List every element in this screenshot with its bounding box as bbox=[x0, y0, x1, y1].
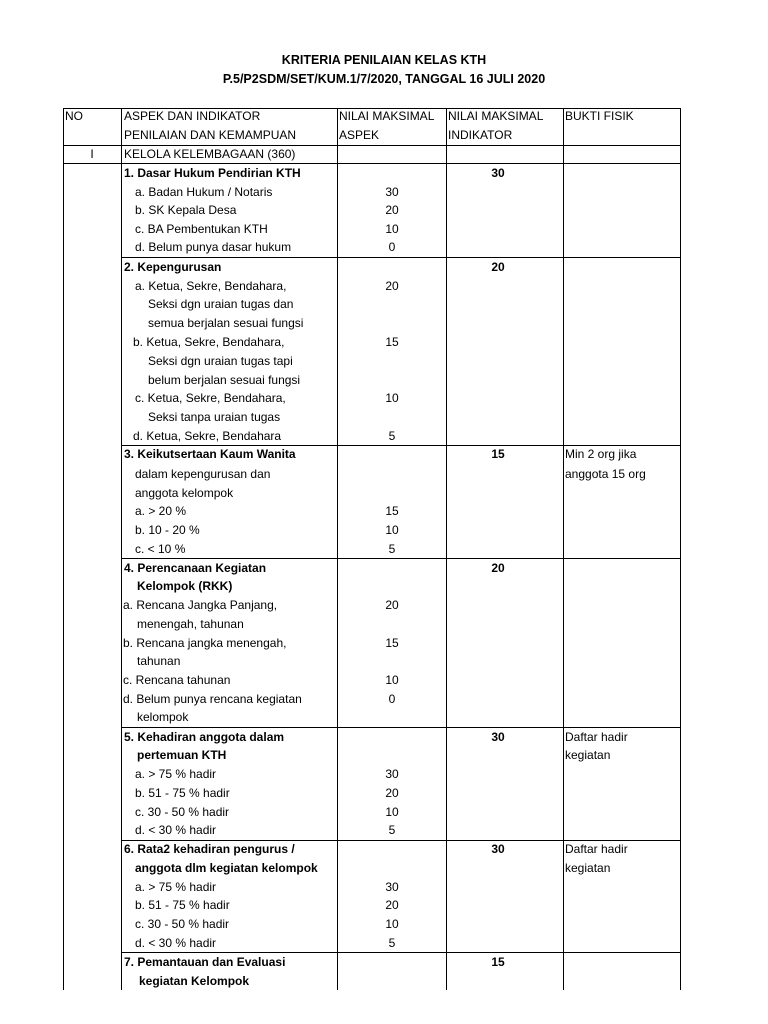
bukti-text: Min 2 org jika bbox=[565, 447, 637, 461]
option-value: 15 bbox=[385, 504, 399, 518]
option-text: b. 51 - 75 % hadir bbox=[135, 898, 230, 912]
indicator-title: anggota dlm kegiatan kelompok bbox=[135, 861, 318, 875]
document-title: KRITERIA PENILAIAN KELAS KTH bbox=[281, 53, 487, 67]
indicator-title: 7. Pemantauan dan Evaluasi bbox=[124, 955, 286, 969]
option-text: belum berjalan sesuai fungsi bbox=[148, 373, 301, 387]
indicator-max: 15 bbox=[491, 955, 505, 969]
option-value: 5 bbox=[388, 936, 396, 950]
option-text: Seksi tanpa uraian tugas bbox=[148, 410, 281, 424]
indicator-max: 30 bbox=[491, 730, 505, 744]
table-border bbox=[121, 108, 122, 990]
header-nilai-indikator: INDIKATOR bbox=[448, 128, 513, 142]
option-text: a. Rencana Jangka Panjang, bbox=[123, 598, 278, 612]
indicator-desc: anggota kelompok bbox=[135, 486, 234, 500]
section-title: KELOLA KELEMBAGAAN (360) bbox=[124, 147, 296, 161]
option-text: d. Belum punya rencana kegiatan bbox=[123, 692, 302, 706]
option-text: d. Ketua, Sekre, Bendahara bbox=[133, 429, 282, 443]
option-text: Seksi dgn uraian tugas tapi bbox=[148, 354, 293, 368]
table-border bbox=[563, 108, 564, 990]
option-value: 30 bbox=[385, 185, 399, 199]
option-value: 0 bbox=[388, 692, 396, 706]
option-value: 10 bbox=[385, 673, 399, 687]
option-value: 5 bbox=[388, 542, 396, 556]
header-aspek: PENILAIAN DAN KEMAMPUAN bbox=[124, 128, 297, 142]
header-nilai-aspek: ASPEK bbox=[339, 128, 380, 142]
option-value: 10 bbox=[385, 523, 399, 537]
indicator-max: 20 bbox=[491, 561, 505, 575]
option-text: b. 10 - 20 % bbox=[135, 523, 200, 537]
option-text: menengah, tahunan bbox=[137, 617, 244, 631]
section-number: I bbox=[90, 147, 94, 161]
option-value: 10 bbox=[385, 917, 399, 931]
indicator-title: kegiatan Kelompok bbox=[139, 974, 250, 988]
option-value: 5 bbox=[388, 429, 396, 443]
bukti-text: kegiatan bbox=[565, 861, 611, 875]
bukti-text: Daftar hadir bbox=[565, 842, 628, 856]
option-value: 15 bbox=[385, 335, 399, 349]
option-text: c. Rencana tahunan bbox=[123, 673, 231, 687]
option-value: 20 bbox=[385, 203, 399, 217]
option-text: semua berjalan sesuai fungsi bbox=[148, 316, 304, 330]
indicator-title: 3. Keikutsertaan Kaum Wanita bbox=[124, 447, 296, 461]
header-bukti-fisik: BUKTI FISIK bbox=[565, 109, 634, 123]
option-value: 20 bbox=[385, 598, 399, 612]
option-text: d. < 30 % hadir bbox=[135, 936, 217, 950]
option-value: 20 bbox=[385, 279, 399, 293]
option-text: c. 30 - 50 % hadir bbox=[135, 917, 230, 931]
option-text: a. Badan Hukum / Notaris bbox=[135, 185, 273, 199]
indicator-title: 4. Perencanaan Kegiatan bbox=[124, 561, 267, 575]
option-text: c. < 10 % bbox=[135, 542, 186, 556]
indicator-title: 1. Dasar Hukum Pendirian KTH bbox=[124, 166, 301, 180]
document-subtitle: P.5/P2SDM/SET/KUM.1/7/2020, TANGGAL 16 JULI 2020 bbox=[222, 72, 546, 86]
bukti-text: kegiatan bbox=[565, 748, 611, 762]
option-value: 20 bbox=[385, 898, 399, 912]
option-text: c. BA Pembentukan KTH bbox=[135, 222, 268, 236]
table-border bbox=[63, 108, 64, 990]
option-text: a. > 20 % bbox=[135, 504, 187, 518]
option-value: 5 bbox=[388, 823, 396, 837]
option-text: tahunan bbox=[137, 654, 181, 668]
indicator-max: 30 bbox=[491, 166, 505, 180]
option-text: a. Ketua, Sekre, Bendahara, bbox=[135, 279, 287, 293]
option-value: 10 bbox=[385, 222, 399, 236]
indicator-title: 6. Rata2 kehadiran pengurus / bbox=[124, 842, 295, 856]
option-text: d. Belum punya dasar hukum bbox=[135, 240, 292, 254]
option-text: b. Rencana jangka menengah, bbox=[123, 636, 287, 650]
indicator-title: pertemuan KTH bbox=[137, 748, 227, 762]
indicator-max: 30 bbox=[491, 842, 505, 856]
indicator-title: 5. Kehadiran anggota dalam bbox=[124, 730, 285, 744]
option-text: Seksi dgn uraian tugas dan bbox=[148, 297, 294, 311]
header-no: NO bbox=[65, 109, 83, 123]
option-value: 30 bbox=[385, 880, 399, 894]
header-nilai-aspek: NILAI MAKSIMAL bbox=[339, 109, 435, 123]
option-value: 0 bbox=[388, 240, 396, 254]
option-value: 20 bbox=[385, 786, 399, 800]
bukti-text: Daftar hadir bbox=[565, 730, 628, 744]
header-nilai-indikator: NILAI MAKSIMAL bbox=[448, 109, 544, 123]
indicator-desc: dalam kepengurusan dan bbox=[135, 467, 271, 481]
option-text: b. SK Kepala Desa bbox=[135, 203, 237, 217]
table-border bbox=[680, 108, 681, 990]
indicator-max: 15 bbox=[491, 447, 505, 461]
option-value: 10 bbox=[385, 391, 399, 405]
indicator-max: 20 bbox=[491, 260, 505, 274]
option-text: c. 30 - 50 % hadir bbox=[135, 805, 230, 819]
indicator-title: Kelompok (RKK) bbox=[137, 579, 233, 593]
option-text: kelompok bbox=[137, 710, 189, 724]
option-text: a. > 75 % hadir bbox=[135, 880, 217, 894]
option-text: b. Ketua, Sekre, Bendahara, bbox=[133, 335, 285, 349]
option-value: 15 bbox=[385, 636, 399, 650]
option-text: b. 51 - 75 % hadir bbox=[135, 786, 230, 800]
option-text: a. > 75 % hadir bbox=[135, 767, 217, 781]
option-value: 30 bbox=[385, 767, 399, 781]
bukti-text: anggota 15 org bbox=[565, 467, 646, 481]
header-aspek: ASPEK DAN INDIKATOR bbox=[124, 109, 261, 123]
indicator-title: 2. Kepengurusan bbox=[124, 260, 222, 274]
option-text: c. Ketua, Sekre, Bendahara, bbox=[135, 391, 286, 405]
option-value: 10 bbox=[385, 805, 399, 819]
option-text: d. < 30 % hadir bbox=[135, 823, 217, 837]
